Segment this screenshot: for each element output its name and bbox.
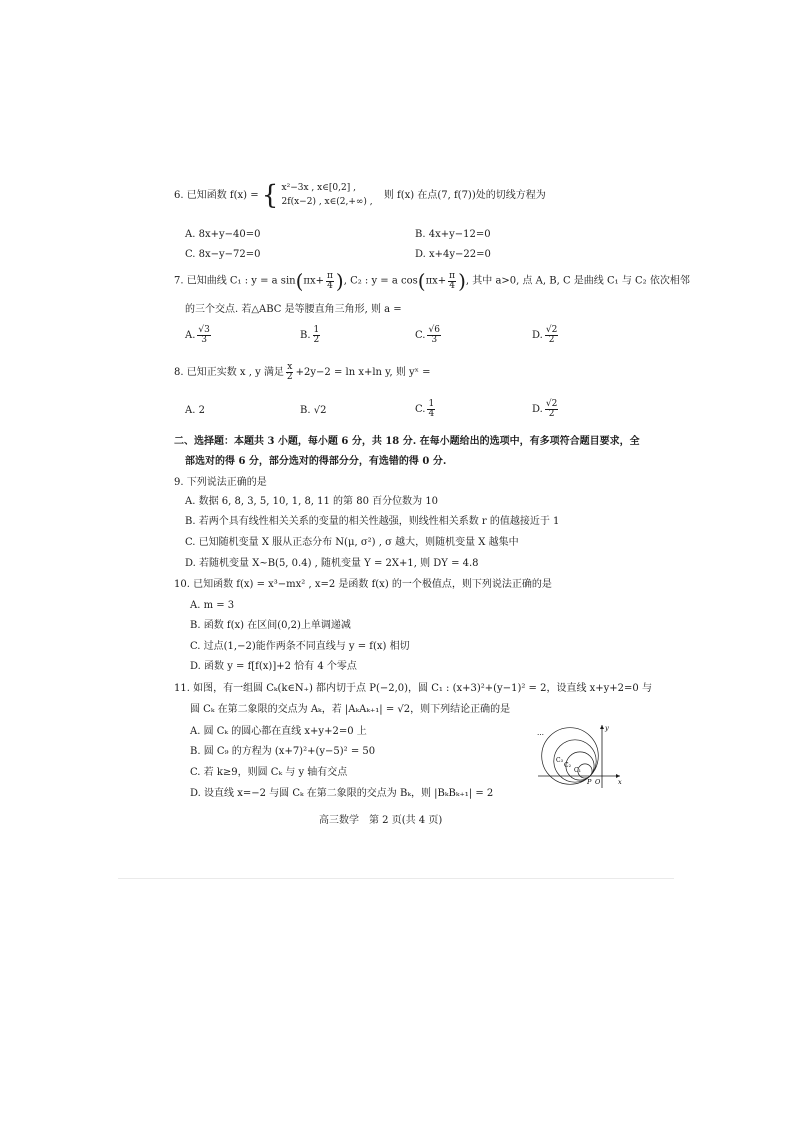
q8-fraction: [286, 363, 294, 382]
page-footer: 高三数学 第 2 页(共 4 页): [319, 815, 443, 826]
q11-circles-figure: [534, 722, 624, 790]
q6-piecewise: [282, 182, 373, 209]
figure-dots: …: [537, 729, 544, 737]
q6-option-a: A. 8x+y−40=0: [185, 229, 261, 240]
q7-stem-b: , C₂ : y = a cos: [343, 275, 418, 287]
q6-option-d: D. x+4y−22=0: [415, 249, 491, 260]
q8-stem-b: +2y−2 = ln x+ln y, 则 yˣ =: [295, 367, 431, 378]
q8-c-num: 1: [428, 399, 435, 409]
q8-c-den: 4: [428, 409, 435, 419]
q7-option-a: [185, 326, 213, 345]
q8-c-prefix: C.: [415, 404, 426, 415]
q7-option-b: [300, 326, 322, 345]
q7-frac2-num: π: [449, 270, 456, 281]
q7-c-frac: [427, 326, 440, 345]
question-6-stem: [174, 182, 546, 209]
q7-d-frac: [545, 326, 558, 345]
q8-d-frac: [545, 400, 558, 419]
figure-label-p: P: [587, 778, 592, 786]
figure-y-arrow: [600, 725, 604, 729]
question-9-stem: 9. 下列说法正确的是: [174, 477, 267, 488]
q7-stem-c: , 其中 a>0, 点 A, B, C 是曲线 C₁ 与 C₂ 依次相邻: [465, 275, 690, 287]
q10-option-d: D. 函数 y = f[f(x)]+2 恰有 4 个零点: [190, 661, 357, 672]
q7-stem-a: 7. 已知曲线 C₁ : y = a sin: [174, 275, 296, 287]
q11-option-c: C. 若 k≥9，则圆 Cₖ 与 y 轴有交点: [190, 767, 348, 778]
q9-option-b: B. 若两个具有线性相关关系的变量的相关性越强，则线性相关系数 r 的值越接近于 1: [185, 516, 560, 527]
q7-d-prefix: D.: [532, 330, 543, 341]
figure-label-c3: C₃: [556, 757, 563, 764]
q7-paren-close-2: ): [458, 269, 466, 293]
q6-option-c: C. 8x−y−72=0: [185, 249, 261, 260]
q7-paren-open-1: (: [295, 269, 304, 293]
q11-option-d: D. 设直线 x=−2 与圆 Cₖ 在第二象限的交点为 Bₖ，则 |BₖBₖ₊₁| = 2: [190, 788, 494, 799]
question-8-stem: [174, 363, 430, 382]
q8-option-c: [415, 400, 437, 419]
q7-fraction-2: [448, 272, 456, 291]
q7-paren-open-2: (: [417, 269, 426, 293]
q7-d-den: 2: [548, 335, 555, 345]
q10-option-b: B. 函数 f(x) 在区间(0,2)上单调递减: [190, 620, 351, 631]
q7-fraction-1: [326, 272, 334, 291]
figure-label-c2: C₂: [564, 762, 571, 769]
q7-c-num: √6: [428, 325, 440, 335]
figure-label-y: y: [605, 724, 609, 732]
q11-option-b: B. 圆 C₉ 的方程为 (x+7)²+(y−5)² = 50: [190, 746, 376, 757]
q8-option-a: A. 2: [185, 405, 205, 416]
question-7-stem: [174, 271, 690, 291]
q6-stem-prefix: 6. 已知函数 f(x) =: [174, 190, 259, 201]
q7-a-prefix: A.: [185, 330, 196, 341]
q6-option-b: B. 4x+y−12=0: [415, 229, 491, 240]
q7-stem-line2: 的三个交点. 若△ABC 是等腰直角三角形, 则 a =: [185, 304, 402, 315]
q7-a-den: 3: [201, 335, 207, 345]
q11-option-a: A. 圆 Cₖ 的圆心都在直线 x+y+2=0 上: [190, 726, 367, 737]
q7-frac1-num: π: [327, 270, 333, 281]
q8-option-b: B. √2: [300, 405, 327, 416]
section-2-header-line1: 二、选择题：本题共 3 小题，每小题 6 分，共 18 分. 在每小题给出的选项中，有多项符合题目要求，全: [174, 436, 640, 447]
q10-option-a: A. m = 3: [190, 600, 235, 611]
q7-option-d: [532, 326, 560, 345]
q8-option-d: [532, 400, 560, 419]
q7-b-den: 2: [313, 335, 320, 345]
q7-b-prefix: B.: [300, 330, 311, 341]
q7-c-den: 3: [431, 335, 438, 345]
figure-label-c1: C₁: [574, 767, 581, 774]
question-11-stem-line1: 11. 如图，有一组圆 Cₖ(k∈N₊) 都内切于点 P(−2,0)，圆 C₁ : (x+3)²+(y−1)² = 2，设直线 x+y+2=0 与: [174, 683, 652, 694]
q7-b-num: 1: [313, 325, 320, 335]
q8-d-num: √2: [545, 399, 558, 409]
q7-a-num: √3: [198, 325, 210, 335]
q7-arg2: πx+: [425, 275, 447, 287]
q7-b-frac: [313, 326, 321, 345]
q6-piece-1: x²−3x , x∈[0,2] ,: [281, 183, 356, 193]
q7-arg1: πx+: [303, 275, 324, 287]
q9-option-a: A. 数据 6, 8, 3, 5, 10, 1, 8, 11 的第 80 百分位数为 10: [185, 496, 439, 507]
q8-frac-num: x: [287, 362, 293, 372]
question-11-stem-line2: 圆 Cₖ 在第二象限的交点为 Aₖ，若 |AₖAₖ₊₁| = √2，则下列结论正确的是: [190, 704, 511, 715]
q8-stem-a: 8. 已知正实数 x , y 满足: [174, 367, 284, 378]
q7-a-frac: [197, 326, 210, 345]
q10-option-c: C. 过点(1,−2)能作两条不同直线与 y = f(x) 相切: [190, 641, 410, 652]
figure-label-x: x: [618, 778, 622, 786]
q7-option-c: [415, 326, 443, 345]
q9-option-c: C. 已知随机变量 X 服从正态分布 N(μ, σ²) , σ 越大，则随机变量 X 越集中: [185, 537, 519, 548]
q7-paren-close-1: ): [335, 269, 344, 293]
q9-option-d: D. 若随机变量 X~B(5, 0.4) , 随机变量 Y = 2X+1, 则 DY = 4.8: [185, 558, 479, 569]
section-2-header-line2: 部选对的得 6 分，部分选对的得部分分，有选错的得 0 分.: [185, 456, 447, 467]
q6-brace: {: [261, 180, 279, 211]
figure-label-origin: O: [595, 778, 601, 786]
q7-d-num: √2: [545, 325, 558, 335]
q6-piece-2: 2f(x−2) , x∈(2,+∞) ,: [281, 196, 373, 207]
q8-frac-den: 2: [286, 372, 293, 382]
q7-frac2-den: 4: [449, 280, 455, 291]
q8-d-prefix: D.: [532, 404, 543, 415]
page-divider: [118, 878, 674, 879]
q7-c-prefix: C.: [415, 330, 426, 341]
question-10-stem: 10. 已知函数 f(x) = x³−mx² , x=2 是函数 f(x) 的一个极值点，则下列说法正确的是: [174, 579, 552, 590]
q8-d-den: 2: [548, 409, 555, 419]
q7-frac1-den: 4: [327, 280, 333, 291]
q6-stem-suffix: 则 f(x) 在点(7, f(7))处的切线方程为: [383, 190, 546, 201]
q8-c-frac: [427, 400, 435, 419]
